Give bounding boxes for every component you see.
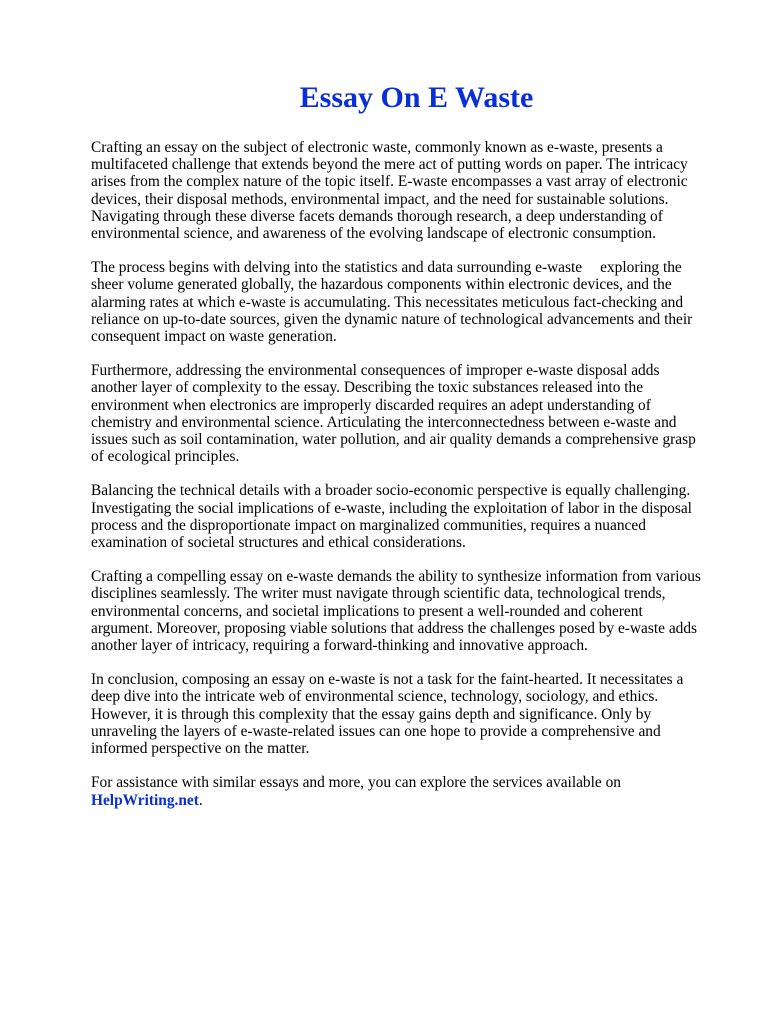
closing-text: For assistance with similar essays and more, you can explore the services available on: [91, 774, 621, 792]
closing-period: .: [198, 791, 203, 809]
paragraph-process-part1: The process begins with delving into the statistics and data surrounding e-waste: [91, 259, 583, 277]
paragraph-closing: [91, 774, 702, 808]
paragraph-synthesis: Crafting a compelling essay on e-waste demands the ability to synthesize information from various disciplines seamlessly. The writer must navigate through scientific data, technological trends, environmental concerns, and societal implications to present a well-rounded and coherent argument. Moreover, proposing viable solutions that address the challenges posed by e-waste adds another layer of intricacy, requiring a forward-thinking and innovative approach.: [91, 568, 701, 655]
helpwriting-link[interactable]: HelpWriting.net: [91, 791, 199, 809]
paragraph-environment: Furthermore, addressing the environmental consequences of improper e-waste disposal adds another layer of complexity to the essay. Describing the toxic substances released into the environment when electronics are improperly discarded requires an adept understanding of chemistry and environmental science. Articulating the interconnectedness between e-waste and issues such as soil contamination, water pollution, and air quality demands a comprehensive grasp of ecological principles.: [91, 362, 696, 466]
paragraph-conclusion: In conclusion, composing an essay on e-waste is not a task for the faint-hearted. It necessitates a deep dive into the intricate web of environmental science, technology, sociology, and ethics. However, it is through this complexity that the essay gains depth and significance. Only by unraveling the layers of e-waste-related issues can one hope to provide a comprehensive and informed perspective on the matter.: [91, 671, 684, 758]
page-title: Essay On E Waste: [299, 81, 534, 114]
paragraph-socio-economic: Balancing the technical details with a broader socio-economic perspective is equally challenging. Investigating the social implications of e-waste, including the exploitation of labor in the disposal process and the disproportionate impact on marginalized communities, requires a nuanced examination of societal structures and ethical considerations.: [91, 482, 692, 552]
paragraph-intro: Crafting an essay on the subject of electronic waste, commonly known as e-waste, presents a multifaceted challenge that extends beyond the mere act of putting words on paper. The intricacy arises from the complex nature of the topic itself. E-waste encompasses a vast array of electronic devices, their disposal methods, environmental impact, and the need for sustainable solutions. Navigating through these diverse facets demands thorough research, a deep understanding of environmental science, and awareness of the evolving landscape of electronic consumption.: [91, 139, 688, 243]
paragraph-process-part2: exploring the sheer volume generated globally, the hazardous components within electronic devices, and the alarming rates at which e-waste is accumulating. This necessitates meticulous fact-checking and reliance on up-to-date sources, given the dynamic nature of technological advancements and their consequent impact on waste generation.: [91, 259, 693, 346]
paragraph-process: [91, 259, 702, 345]
